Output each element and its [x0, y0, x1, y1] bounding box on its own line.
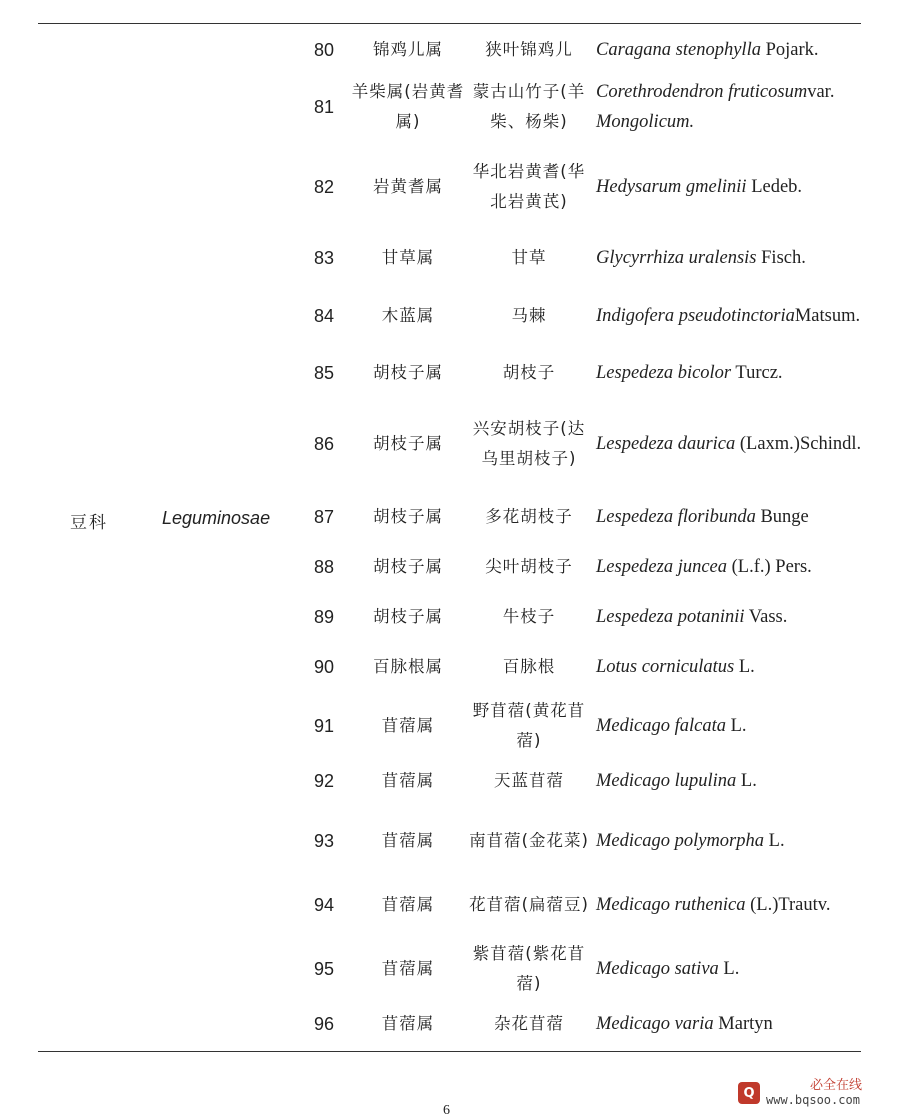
species-line: 尖叶胡枝子: [485, 557, 573, 576]
row-number-text: 88: [313, 556, 335, 577]
species-chinese-name: [466, 500, 592, 534]
table-row: [300, 873, 860, 937]
scientific-name-italic: Medicago polymorpha: [596, 831, 765, 851]
row-number: [300, 1007, 348, 1041]
species-chinese-name: [466, 600, 592, 634]
row-number: [300, 356, 348, 390]
row-number-text: 87: [313, 506, 335, 527]
species-line: 野苜蓿: [472, 701, 526, 720]
species-line: 多花胡枝子: [485, 507, 573, 526]
table-row: [300, 937, 860, 1001]
scientific-name-italic: Medicago falcata: [596, 716, 726, 736]
species-line: (黄花苜蓿): [516, 701, 586, 750]
genus-line: 苜蓿属: [381, 716, 435, 735]
species-line: 狭叶锦鸡儿: [485, 40, 573, 59]
scientific-name: [596, 764, 864, 798]
genus-name: [350, 694, 466, 758]
scientific-name-italic: Glycyrrhiza uralensis: [596, 248, 757, 268]
scientific-name-line: [596, 40, 819, 60]
table-row: [300, 650, 860, 684]
scientific-name: [596, 356, 864, 390]
table-top-rule: [38, 23, 861, 24]
row-number: [300, 241, 348, 275]
scientific-name-italic: Caragana stenophylla: [596, 40, 761, 60]
genus-name: [350, 500, 466, 534]
row-number: [300, 600, 348, 634]
scientific-name-line: [596, 434, 800, 454]
family-chinese-name: 豆科: [70, 513, 108, 533]
row-number: [300, 694, 348, 758]
row-number: [300, 873, 348, 937]
genus-line: 百脉根属: [373, 657, 443, 676]
scientific-name: [596, 286, 864, 346]
genus-name: [350, 550, 466, 584]
genus-line: 胡枝子属: [373, 557, 443, 576]
scientific-name-line: [596, 306, 795, 326]
species-line: 花苜蓿: [469, 895, 522, 914]
genus-line: 苜蓿属: [381, 959, 435, 978]
scientific-name: [596, 650, 864, 684]
species-chinese-name: [466, 937, 592, 1001]
scientific-name-authority: L.: [736, 771, 757, 791]
table-row: [300, 356, 860, 390]
row-number: [300, 77, 348, 137]
species-line: 紫苜蓿: [472, 944, 526, 963]
row-number: [300, 809, 348, 873]
genus-line: 胡枝子属: [373, 434, 443, 453]
table-row: [300, 550, 860, 584]
row-number-text: 80: [313, 39, 335, 60]
genus-line: 胡枝子属: [373, 507, 443, 526]
scientific-name-authority: (L.f.) Pers.: [727, 557, 812, 577]
row-number: [300, 286, 348, 346]
genus-name: [350, 241, 466, 275]
genus-name: [350, 937, 466, 1001]
scientific-name-authority: var.: [807, 82, 835, 102]
species-line: 华北岩黄耆: [472, 162, 561, 181]
species-chinese-name: [466, 141, 592, 233]
table-bottom-rule: [38, 1051, 861, 1052]
row-number-text: 85: [313, 362, 335, 383]
scientific-name: [596, 600, 864, 634]
species-line: (达乌里胡枝: [481, 419, 586, 468]
species-chinese-name: [466, 1007, 592, 1041]
scientific-name-italic: Medicago lupulina: [596, 771, 737, 791]
row-number: [300, 500, 348, 534]
scientific-name-authority: Bunge: [755, 507, 809, 527]
scientific-name: [596, 500, 864, 534]
scientific-name: [596, 694, 864, 758]
species-line: 兴安胡枝子: [472, 419, 561, 438]
scientific-name-line: [800, 434, 861, 454]
scientific-name-italic: Mongolicum.: [596, 112, 695, 132]
species-chinese-name: [466, 550, 592, 584]
species-line: 马棘: [511, 306, 547, 325]
scientific-name-italic: Indigofera pseudotinctoria: [596, 306, 795, 326]
genus-name: [350, 600, 466, 634]
scientific-name: [596, 873, 864, 937]
scientific-name-authority: Turcz.: [731, 363, 783, 383]
scientific-name-authority: Ledeb.: [746, 177, 803, 197]
genus-name: [350, 33, 466, 67]
scientific-name: [596, 141, 864, 233]
genus-name: [350, 141, 466, 233]
row-number-text: 95: [313, 958, 335, 979]
scientific-name-authority: L.: [764, 831, 785, 851]
species-line: (羊柴、杨柴): [490, 82, 586, 131]
species-line: 南苜蓿: [469, 831, 522, 850]
table-row: [300, 398, 860, 490]
species-line: 天蓝苜蓿: [494, 771, 564, 790]
watermark-url: www.bqsoo.com: [766, 1093, 860, 1107]
table-row: [300, 764, 860, 798]
species-chinese-name: [466, 764, 592, 798]
genus-name: [350, 764, 466, 798]
row-number: [300, 33, 348, 67]
row-number-text: 90: [313, 656, 335, 677]
scientific-name-italic: Lespedeza daurica: [596, 434, 736, 454]
species-chinese-name: [466, 356, 592, 390]
family-latin-name: Leguminosae: [162, 508, 271, 528]
scientific-name-line: [596, 557, 812, 577]
row-number-text: 91: [313, 715, 335, 736]
scientific-name-italic: Medicago varia: [596, 1014, 714, 1034]
species-line: 杂花苜蓿: [494, 1014, 564, 1033]
watermark-site-name: 必全在线: [810, 1078, 863, 1093]
species-line: 胡枝子: [502, 363, 556, 382]
scientific-name-line: [596, 716, 747, 736]
scientific-name-italic: Lespedeza juncea: [596, 557, 728, 577]
row-number-text: 81: [313, 96, 335, 117]
species-chinese-name: [466, 650, 592, 684]
scientific-name: [596, 77, 864, 137]
scientific-name-line: [596, 1014, 773, 1034]
scientific-name: [596, 33, 864, 67]
scientific-name-line: [596, 363, 783, 383]
species-chinese-name: [466, 241, 592, 275]
scientific-name-italic: Corethrodendron fruticosum: [596, 82, 808, 102]
scientific-name: [596, 809, 864, 873]
scientific-name-line: [596, 895, 778, 915]
genus-line: 胡枝子属: [373, 607, 443, 626]
row-number-text: 94: [313, 894, 335, 915]
scientific-name-line: [778, 895, 830, 915]
scientific-name-authority: L.: [718, 959, 740, 979]
genus-line: 木蓝属: [381, 306, 435, 325]
scientific-name-authority: Matsum.: [794, 306, 861, 326]
row-number: [300, 650, 348, 684]
scientific-name-authority: Schindl.: [799, 434, 862, 454]
row-number-text: 89: [313, 606, 335, 627]
species-line: (紫花苜蓿): [516, 944, 586, 993]
species-line: (华北岩黄: [490, 162, 586, 211]
scientific-name-line: [596, 177, 802, 197]
scientific-name: [596, 398, 864, 490]
genus-name: [350, 398, 466, 490]
genus-line: 羊柴属(岩: [351, 82, 430, 101]
genus-name: [350, 1007, 466, 1041]
species-chinese-name: [466, 809, 592, 873]
row-number-text: 96: [313, 1013, 335, 1034]
genus-name: [350, 77, 466, 137]
scientific-name-authority: Fisch.: [756, 248, 806, 268]
species-line: 牛枝子: [502, 607, 556, 626]
scientific-name-italic: Lespedeza floribunda: [596, 507, 756, 527]
watermark: [738, 1078, 862, 1108]
table-row: [300, 694, 860, 758]
scientific-name: [596, 550, 864, 584]
genus-line: 岩黄耆属: [373, 177, 443, 196]
scientific-name-authority: (L.): [745, 895, 779, 915]
scientific-name-line: [596, 959, 739, 979]
row-number-text: 93: [313, 830, 335, 851]
table-row: [300, 77, 860, 137]
species-line: (扁蓿豆): [521, 895, 589, 914]
table-row: [300, 1007, 860, 1041]
scientific-name-italic: Medicago sativa: [596, 959, 719, 979]
scientific-name: [596, 1007, 864, 1041]
genus-line: 苜蓿属: [381, 895, 435, 914]
species-line: 子): [551, 449, 577, 468]
genus-name: [350, 286, 466, 346]
species-chinese-name: [466, 286, 592, 346]
scientific-name-line: [596, 248, 806, 268]
row-number: [300, 398, 348, 490]
genus-name: [350, 650, 466, 684]
row-number: [300, 764, 348, 798]
genus-name: [350, 873, 466, 937]
genus-line: 苜蓿属: [381, 771, 435, 790]
scientific-name-line: [596, 657, 755, 677]
row-number: [300, 550, 348, 584]
row-number-text: 82: [313, 176, 335, 197]
watermark-logo-icon: Q: [738, 1082, 760, 1104]
scientific-name-authority: Martyn: [713, 1014, 773, 1034]
scientific-name-line: [596, 82, 807, 102]
table-row: [300, 809, 860, 873]
scientific-name-italic: Lotus corniculatus: [596, 657, 735, 677]
table-row: [300, 33, 860, 67]
scientific-name-italic: Lespedeza potaninii: [596, 607, 745, 627]
scientific-name: [596, 241, 864, 275]
genus-name: [350, 356, 466, 390]
table-row: [300, 141, 860, 233]
row-number-text: 86: [313, 433, 335, 454]
row-number-text: 84: [313, 305, 335, 326]
scientific-name-italic: Hedysarum gmelinii: [596, 177, 747, 197]
scientific-name-authority: Trautv.: [778, 895, 831, 915]
genus-line: 甘草属: [381, 248, 435, 267]
scientific-name-italic: Lespedeza bicolor: [596, 363, 732, 383]
species-chinese-name: [466, 33, 592, 67]
scientific-name-authority: L.: [725, 716, 747, 736]
species-line: (金花菜): [521, 831, 589, 850]
genus-line: 胡枝子属: [373, 363, 443, 382]
row-number-text: 83: [313, 247, 335, 268]
genus-line: 苜蓿属: [381, 1014, 435, 1033]
species-chinese-name: [466, 398, 592, 490]
scientific-name-italic: Medicago ruthenica: [596, 895, 746, 915]
species-line: 百脉根: [502, 657, 556, 676]
species-line: 甘草: [511, 248, 547, 267]
row-number: [300, 937, 348, 1001]
species-line: 蒙古山竹子: [472, 82, 561, 101]
page-number: 6: [443, 1103, 450, 1118]
table-row: [300, 600, 860, 634]
genus-name: [350, 809, 466, 873]
scientific-name-authority: Vass.: [744, 607, 788, 627]
species-chinese-name: [466, 77, 592, 137]
scientific-name-line: [596, 771, 757, 791]
scientific-name-line: [596, 607, 787, 627]
table-row: [300, 241, 860, 275]
scientific-name-line: [795, 306, 860, 326]
table-row: [300, 286, 860, 346]
scientific-name-authority: Pojark.: [760, 40, 819, 60]
genus-line: 黄耆属): [395, 82, 465, 131]
scientific-name-authority: L.: [734, 657, 755, 677]
species-chinese-name: [466, 873, 592, 937]
scientific-name-line: [596, 831, 785, 851]
scientific-name-line: [596, 507, 809, 527]
genus-line: 苜蓿属: [381, 831, 435, 850]
table-row: [300, 500, 860, 534]
row-number-text: 92: [313, 770, 335, 791]
row-number: [300, 141, 348, 233]
species-line: 芪): [542, 192, 568, 211]
species-chinese-name: [466, 694, 592, 758]
scientific-name: [596, 937, 864, 1001]
scientific-name-authority: (Laxm.): [735, 434, 800, 454]
genus-line: 锦鸡儿属: [373, 40, 443, 59]
